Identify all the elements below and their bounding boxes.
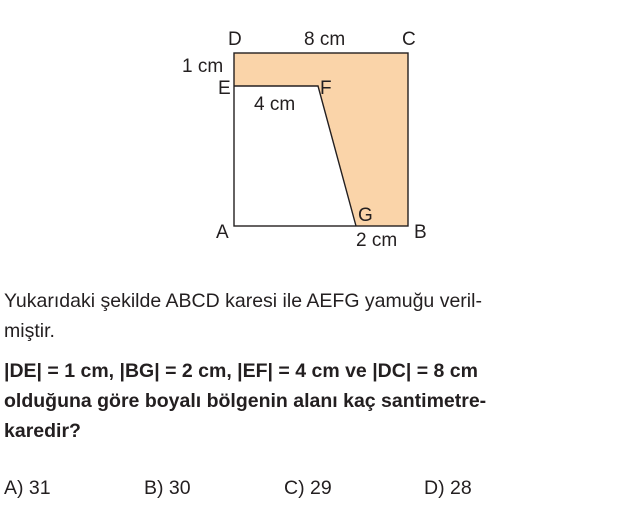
measure-ef: 4 cm	[254, 94, 296, 115]
measure-de: 1 cm	[182, 56, 224, 77]
vertex-label-f: F	[320, 78, 332, 99]
vertex-label-a: A	[216, 222, 229, 243]
question-prompt-line2: olduğuna göre boyalı bölgenin alanı kaç santimetre-	[4, 390, 487, 412]
question-intro-line1: Yukarıdaki şekilde ABCD karesi ile AEFG yamuğu veril-	[4, 290, 482, 312]
choice-a[interactable]: A) 31	[4, 477, 51, 499]
question-prompt-line1: |DE| = 1 cm, |BG| = 2 cm, |EF| = 4 cm ve |DC| = 8 cm	[4, 360, 478, 382]
choice-c[interactable]: C) 29	[284, 477, 332, 499]
vertex-label-b: B	[414, 222, 427, 243]
question-prompt	[4, 356, 486, 446]
choice-d[interactable]: D) 28	[424, 477, 472, 499]
vertex-label-d: D	[228, 29, 242, 50]
question-intro-line2: miştir.	[4, 320, 55, 342]
vertex-label-c: C	[402, 29, 416, 50]
question-prompt-line3: karedir?	[4, 420, 81, 442]
choice-b[interactable]: B) 30	[144, 477, 191, 499]
vertex-label-g: G	[358, 205, 373, 226]
question-intro	[4, 286, 482, 346]
measure-dc: 8 cm	[304, 29, 346, 50]
vertex-label-e: E	[218, 78, 231, 99]
measure-bg: 2 cm	[356, 230, 398, 251]
